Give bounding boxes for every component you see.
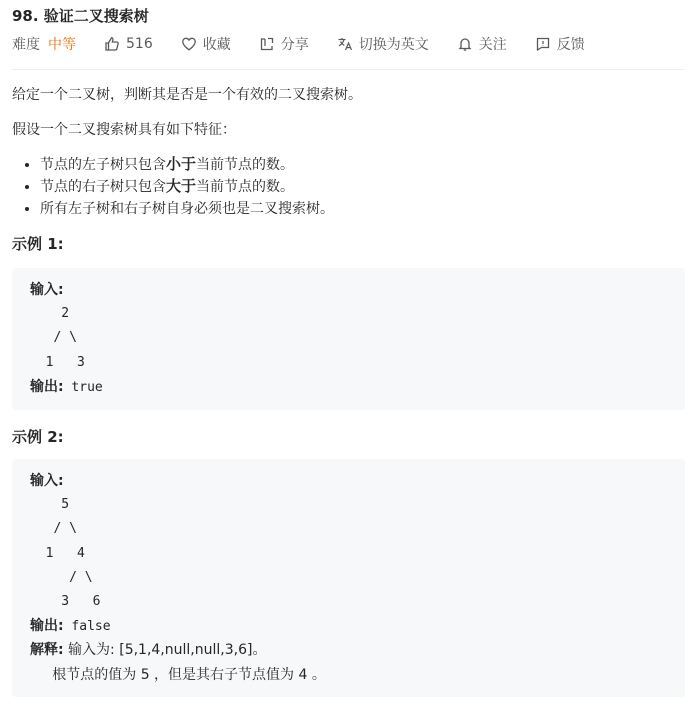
explanation-text: 根节点的值为 5 ，但是其右子节点值为 4 。: [30, 666, 326, 683]
tree-line: 1 4: [30, 545, 85, 561]
switch-language-button[interactable]: [337, 34, 429, 54]
share-button[interactable]: [259, 34, 309, 54]
tree-line: 3 6: [30, 593, 101, 609]
follow-label: 关注: [478, 37, 507, 53]
share-icon: [259, 36, 275, 52]
share-label: 分享: [280, 37, 309, 53]
explanation-label: 解释:: [30, 642, 64, 659]
problem-meta-bar: [12, 33, 585, 55]
favorite-button[interactable]: [181, 34, 231, 54]
tree-line: 1 3: [30, 354, 85, 370]
input-label: 输入:: [30, 282, 64, 298]
like-button[interactable]: [104, 36, 153, 52]
heart-icon: [181, 36, 197, 52]
problem-title: 98. 验证二叉搜索树: [12, 7, 149, 25]
thumbs-up-icon: [104, 36, 120, 52]
tree-line: 2: [30, 306, 70, 322]
example-2-codeblock: [12, 459, 685, 697]
like-count: 516: [126, 36, 153, 52]
explanation-text: 输入为: [5,1,4,null,null,3,6]。: [63, 642, 267, 659]
switch-language-label: 切换为英文: [358, 37, 429, 53]
feedback-label: 反馈: [556, 37, 585, 53]
difficulty-label: 难度: [12, 37, 40, 53]
output-value: false: [63, 619, 111, 635]
feedback-icon: [535, 36, 551, 52]
tree-line: / \: [30, 330, 77, 346]
output-label: 输出:: [30, 378, 64, 395]
favorite-label: 收藏: [202, 37, 231, 53]
tree-line: / \: [30, 569, 93, 585]
bell-icon: [457, 36, 473, 52]
tree-line: 5: [30, 497, 70, 513]
list-item: • 节点的右子树只包含大于当前节点的数。: [40, 176, 334, 198]
translate-icon: [337, 36, 353, 52]
list-item: • 所有左子树和右子树自身必须也是二叉搜索树。: [40, 198, 334, 220]
problem-assumption: 假设一个二叉搜索树具有如下特征：: [12, 122, 236, 138]
example-2-title: 示例 2:: [12, 428, 64, 446]
example-1-title: 示例 1:: [12, 235, 64, 253]
problem-intro: 给定一个二叉树，判断其是否是一个有效的二叉搜索树。: [12, 87, 362, 103]
example-1-codeblock: [12, 268, 685, 410]
feedback-button[interactable]: [535, 34, 585, 54]
output-value: true: [63, 379, 103, 395]
feature-list: [12, 154, 334, 220]
input-label: 输入:: [30, 473, 64, 489]
list-item: • 节点的左子树只包含小于当前节点的数。: [40, 154, 334, 176]
tree-line: / \: [30, 521, 77, 537]
header-divider: [12, 69, 685, 70]
difficulty-value: 中等: [48, 37, 76, 53]
output-label: 输出:: [30, 618, 64, 635]
follow-button[interactable]: [457, 34, 507, 54]
